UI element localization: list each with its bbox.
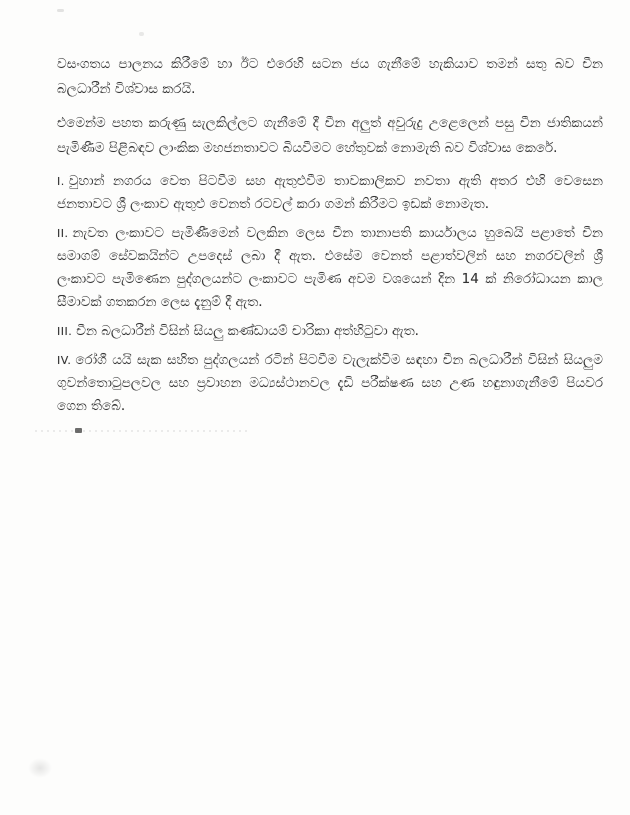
list-item-4-numeral: IV. bbox=[57, 354, 72, 367]
intro-paragraph-1: වසංගතය පාලනය කිරීමේ හා ඊට එරෙහි සටන ජය ගැනීමේ හැකියාව තමන් සතු බව චීන බලධාරීන් විශ්වාස කරයි. bbox=[57, 56, 603, 97]
list-item-3 bbox=[57, 320, 603, 343]
document-text-block bbox=[57, 52, 603, 424]
scan-speck-top-left bbox=[57, 9, 64, 12]
list-item-4-text: රෝගී යයි සැක සහිත පුද්ගලයන් රටින් පිටවීම වැලැක්වීම සඳහා චීන බලධාරීන් විසින් සියලුම ගුවන්තොටුපලවල සහ ප්‍රවාහන මධ්‍යස්ථානවල දැඩි පරීක්ෂණ සහ උණ හඳුනාගැනීමේ පියවර ගෙන තිබේ. bbox=[57, 352, 603, 414]
scan-speck-top bbox=[139, 32, 144, 36]
scan-streak-artifact bbox=[35, 430, 250, 432]
list-item-4 bbox=[57, 349, 603, 418]
list-item-2-numeral: II. bbox=[57, 227, 69, 240]
list-item-1 bbox=[57, 170, 603, 216]
list-item-2 bbox=[57, 222, 603, 314]
list-item-1-numeral: I. bbox=[57, 175, 65, 188]
list-item-1-text: වුහාන් නගරය වෙත පිටවීම සහ ඇතුළුවීම තාවකාලිකව නවතා ඇති අතර එහි වෙසෙන ජනතාවට ශ්‍රී ලංකාව ඇතුළු වෙනත් රටවල් කරා ගමන් කිරීමට ඉඩක් නොමැත. bbox=[57, 173, 603, 212]
intro-paragraph-2: එමෙන්ම පහත කරුණු සැලකිල්ලට ගැනීමේ දී චීන අලුත් අවුරුදු උළෙලෙන් පසු චීන ජාතිකයන් පැමිණීම පිළිබඳව ලාංකික මහජනතාවට බියවීමට හේතුවක් නොමැති බව විශ්වාස කෙරේ. bbox=[57, 115, 603, 156]
list-item-2-text: නැවත ලංකාවට පැමිණීමෙන් වලකින ලෙස චීන තානාපති කාර්යාලය හුබෙයි පළාතේ චීන සමාගම් සේවකයින්ට උපදෙස් ලබා දී ඇත. එසේම වෙනත් පළාත්වලින් සහ නගරවලින් ශ්‍රී ලංකාවට පැමිණෙන පුද්ගලයන්ට ලංකාවට පැමිණ අවම වශයෙන් දින 14 ක් නිරෝධායන කාල සීමාවක් ගතකරන ලෙස දැනුම් දී ඇත. bbox=[57, 225, 603, 310]
list-item-3-text: චීන බලධාරීන් විසින් සියලු කණ්ඩායම් චාරිකා අත්හිටුවා ඇත. bbox=[76, 323, 419, 339]
list-item-3-numeral: III. bbox=[57, 325, 73, 338]
scan-streak-dark-spot bbox=[75, 428, 82, 433]
scan-smudge-bottom-left bbox=[28, 758, 52, 778]
